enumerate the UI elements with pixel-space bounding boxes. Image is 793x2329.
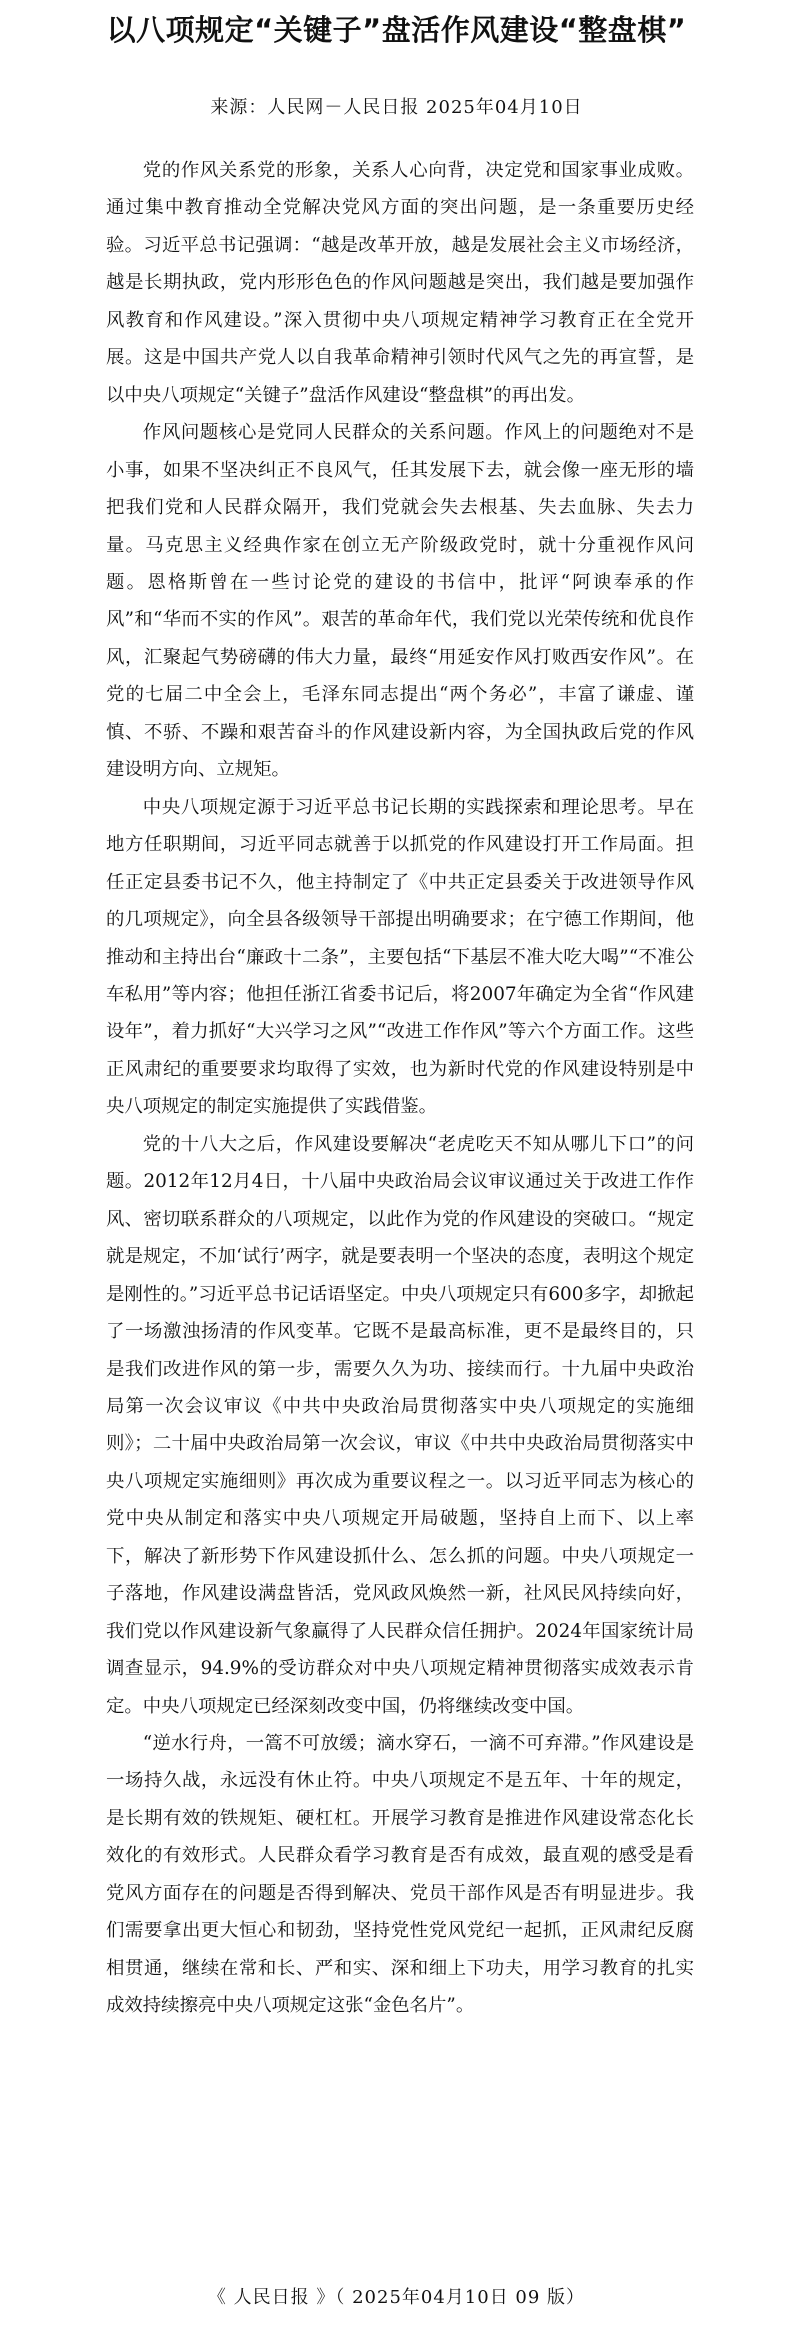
- paragraph-3: 中央八项规定源于习近平总书记长期的实践探索和理论思考。早在地方任职期间，习近平同志就善于以抓党的作风建设打开工作局面。担任正定县委书记不久，他主持制定了《中共正定县委关于改进领导作风的几项规定》，向全县各级领导干部提出明确要求；在宁德工作期间，他推动和主持出台“廉政十二条”，主要包括“下基层不准大吃大喝”“不准公车私用”等内容；他担任浙江省委书记后，将2007年确定为全省“作风建设年”，着力抓好“大兴学习之风”“改进工作作风”等六个方面工作。这些正风肃纪的重要要求均取得了实效，也为新时代党的作风建设特别是中央八项规定的制定实施提供了实践借鉴。: [106, 796, 694, 1118]
- article-source: 来源：人民网－人民日报 2025年04月10日: [210, 97, 583, 118]
- article-body: [106, 152, 694, 2025]
- paragraph-1: 党的作风关系党的形象，关系人心向背，决定党和国家事业成败。通过集中教育推动全党解决党风方面的突出问题，是一条重要历史经验。习近平总书记强调：“越是改革开放，越是发展社会主义市场经济，越是长期执政，党内形形色色的作风问题越是突出，我们越是要加强作风教育和作风建设。”深入贯彻中央八项规定精神学习教育正在全党开展。这是中国共产党人以自我革命精神引领时代风气之先的再宣誓，是以中央八项规定“关键子”盘活作风建设“整盘棋”的再出发。: [106, 160, 694, 406]
- paragraph-4: 党的十八大之后，作风建设要解决“老虎吃天不知从哪儿下口”的问题。2012年12月4日，十八届中央政治局会议审议通过关于改进工作作风、密切联系群众的八项规定，以此作为党的作风建设的突破口。“规定就是规定，不加‘试行’两字，就是要表明一个坚决的态度，表明这个规定是刚性的。”习近平总书记话语坚定。中央八项规定只有600多字，却掀起了一场激浊扬清的作风变革。它既不是最高标准，更不是最终目的，只是我们改进作风的第一步，需要久久为功、接续而行。十九届中央政治局第一次会议审议《中共中央政治局贯彻落实中央八项规定的实施细则》；二十届中央政治局第一次会议，审议《中共中央政治局贯彻落实中央八项规定实施细则》再次成为重要议程之一。以习近平同志为核心的党中央从制定和落实中央八项规定开局破题，坚持自上而下、以上率下，解决了新形势下作风建设抓什么、怎么抓的问题。中央八项规定一子落地，作风建设满盘皆活，党风政风焕然一新，社风民风持续向好，我们党以作风建设新气象赢得了人民群众信任拥护。2024年国家统计局调查显示，94.9%的受访群众对中央八项规定精神贯彻落实成效表示肯定。中央八项规定已经深刻改变中国，仍将继续改变中国。: [106, 1133, 694, 1717]
- article-title: 以八项规定“关键子”盘活作风建设“整盘棋”: [106, 13, 687, 47]
- paragraph-5: “逆水行舟，一篙不可放缓；滴水穿石，一滴不可弃滞。”作风建设是一场持久战，永远没有休止符。中央八项规定不是五年、十年的规定，是长期有效的铁规矩、硬杠杠。开展学习教育是推进作风建设常态化长效化的有效形式。人民群众看学习教育是否有成效，最直观的感受是看党风方面存在的问题是否得到解决、党员干部作风是否有明显进步。我们需要拿出更大恒心和韧劲，坚持党性党风党纪一起抓，正风肃纪反腐相贯通，继续在常和长、严和实、深和细上下功夫，用学习教育的扎实成效持续擦亮中央八项规定这张“金色名片”。: [106, 1733, 694, 2017]
- paragraph-2: 作风问题核心是党同人民群众的关系问题。作风上的问题绝对不是小事，如果不坚决纠正不良风气，任其发展下去，就会像一座无形的墙把我们党和人民群众隔开，我们党就会失去根基、失去血脉、失去力量。马克思主义经典作家在创立无产阶级政党时，就十分重视作风问题。恩格斯曾在一些讨论党的建设的书信中，批评“阿谀奉承的作风”和“华而不实的作风”。艰苦的革命年代，我们党以光荣传统和优良作风，汇聚起气势磅礴的伟大力量，最终“用延安作风打败西安作风”。在党的七届二中全会上，毛泽东同志提出“两个务必”，丰富了谦虚、谨慎、不骄、不躁和艰苦奋斗的作风建设新内容，为全国执政后党的作风建设明方向、立规矩。: [106, 422, 694, 781]
- article-footer: 《 人民日报 》（ 2025年04月10日 09 版）: [207, 2287, 586, 2308]
